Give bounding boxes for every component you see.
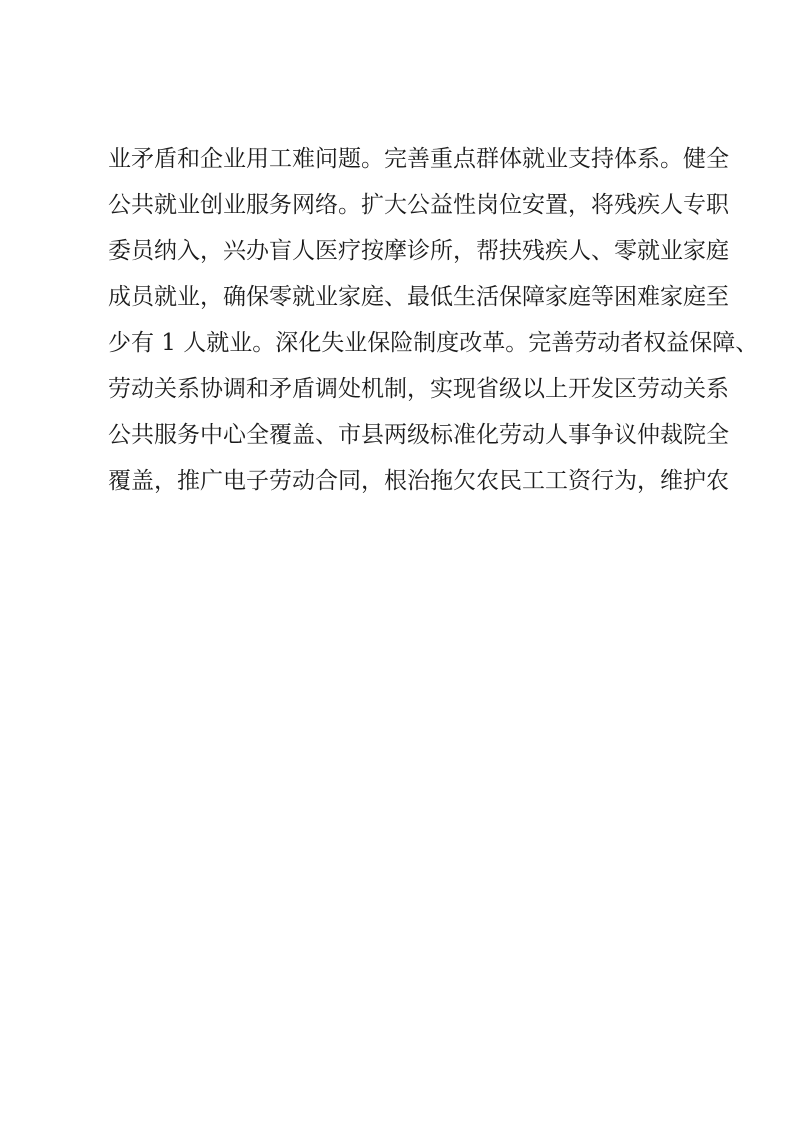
paragraph-line: 劳动关系协调和矛盾调处机制，实现省级以上开发区劳动关系	[108, 376, 729, 402]
paragraph-line: 委员纳入，兴办盲人医疗按摩诊所，帮扶残疾人、零就业家庭	[108, 238, 729, 264]
paragraph-line: 覆盖，推广电子劳动合同，根治拖欠农民工工资行为，维护农	[108, 468, 729, 494]
paragraph-line: 成员就业，确保零就业家庭、最低生活保障家庭等困难家庭至	[108, 284, 729, 310]
paragraph-line: 业矛盾和企业用工难问题。完善重点群体就业支持体系。健全	[108, 146, 729, 172]
paragraph-line: 公共就业创业服务网络。扩大公益性岗位安置，将残疾人专职	[108, 192, 729, 218]
paragraph-line: 少有 1 人就业。深化失业保险制度改革。完善劳动者权益保障、	[108, 330, 759, 356]
paragraph-line: 公共服务中心全覆盖、市县两级标准化劳动人事争议仲裁院全	[108, 422, 729, 448]
